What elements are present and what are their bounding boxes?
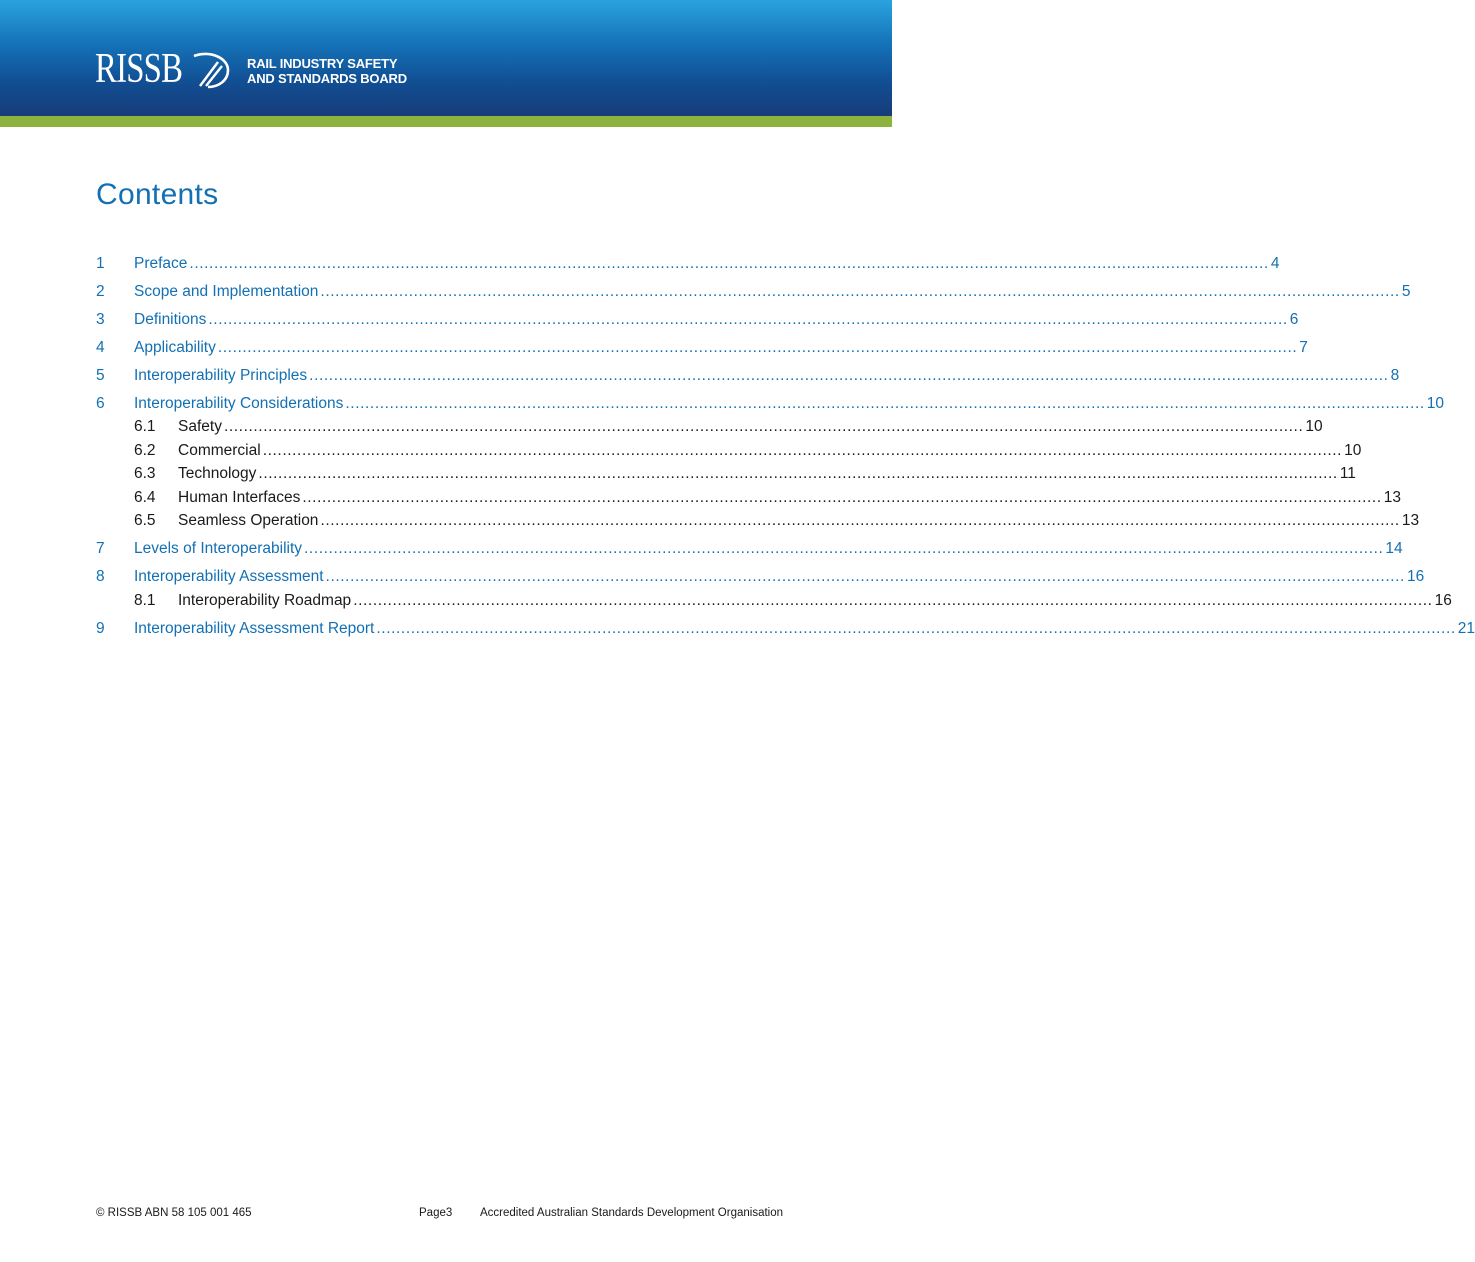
toc-entry-number: 4 bbox=[96, 339, 105, 356]
toc-entry[interactable] bbox=[96, 539, 1403, 559]
toc-entry[interactable] bbox=[96, 441, 1362, 461]
toc-entry[interactable] bbox=[96, 310, 1299, 330]
toc-entry-page: 14 bbox=[1385, 540, 1403, 557]
toc-entry-page: 10 bbox=[1344, 442, 1362, 459]
toc-entry[interactable] bbox=[96, 464, 1356, 484]
toc-entry-page: 16 bbox=[1434, 592, 1452, 609]
toc-entry-title[interactable]: Scope and Implementation bbox=[134, 283, 319, 300]
page-title: Contents bbox=[96, 178, 219, 211]
toc-dot-leader: ............................................................................................................................................................................................................................ bbox=[320, 512, 1400, 529]
rissb-logo: RISSB bbox=[95, 46, 183, 92]
org-name-line1: RAIL INDUSTRY SAFETY bbox=[247, 56, 398, 71]
toc-entry-number: 6 bbox=[96, 395, 105, 412]
header-green-band bbox=[0, 116, 892, 127]
toc-entry-page: 21 bbox=[1457, 620, 1475, 637]
toc-entry-number: 6.5 bbox=[134, 512, 156, 529]
toc-entry-page: 5 bbox=[1401, 283, 1411, 300]
toc-entry-title[interactable]: Preface bbox=[134, 255, 188, 272]
toc-entry-page: 16 bbox=[1406, 568, 1425, 585]
toc-entry-page: 8 bbox=[1390, 367, 1400, 384]
toc-dot-leader: ............................................................................................................................................................................................................................ bbox=[262, 442, 1343, 459]
toc-entry[interactable] bbox=[96, 394, 1445, 414]
footer-copyright: © RISSB ABN 58 105 001 465 bbox=[96, 1207, 252, 1219]
toc-entry-page: 6 bbox=[1289, 311, 1299, 328]
toc-entry[interactable] bbox=[96, 417, 1323, 437]
toc-entry-title[interactable]: Levels of Interoperability bbox=[134, 540, 303, 557]
toc-entry-number: 6.1 bbox=[134, 418, 156, 435]
toc-entry-page: 13 bbox=[1401, 512, 1420, 529]
toc-entry[interactable] bbox=[96, 282, 1411, 302]
toc-dot-leader: ............................................................................................................................................................................................................................ bbox=[320, 283, 1400, 300]
toc-entry-title[interactable]: Applicability bbox=[134, 339, 216, 356]
toc-entry[interactable] bbox=[96, 567, 1425, 587]
toc-dot-leader: ............................................................................................................................................................................................................................ bbox=[304, 540, 1384, 557]
toc-entry-page: 10 bbox=[1305, 418, 1323, 435]
toc-entry[interactable] bbox=[96, 366, 1400, 386]
toc-entry[interactable] bbox=[96, 338, 1308, 358]
toc-entry-number: 9 bbox=[96, 620, 105, 637]
toc-entry-title[interactable]: Human Interfaces bbox=[178, 489, 301, 506]
toc-entry[interactable] bbox=[96, 591, 1452, 611]
toc-entry-title[interactable]: Interoperability Assessment Report bbox=[134, 620, 375, 637]
toc-dot-leader: ............................................................................................................................................................................................................................ bbox=[309, 367, 1389, 384]
toc-entry-page: 10 bbox=[1426, 395, 1445, 412]
toc-dot-leader: ............................................................................................................................................................................................................................ bbox=[302, 489, 1382, 506]
toc-entry-number: 2 bbox=[96, 283, 105, 300]
toc-entry-number: 6.3 bbox=[134, 465, 156, 482]
toc-entry-page: 13 bbox=[1383, 489, 1401, 506]
toc-entry-page: 7 bbox=[1299, 339, 1308, 356]
toc-entry-title[interactable]: Seamless Operation bbox=[178, 512, 319, 529]
toc-entry-title[interactable]: Interoperability Roadmap bbox=[178, 592, 352, 609]
toc-entry-number: 1 bbox=[96, 255, 105, 272]
toc-dot-leader: ............................................................................................................................................................................................................................ bbox=[189, 255, 1269, 272]
toc-entry[interactable] bbox=[96, 511, 1420, 531]
footer-accreditation: Accredited Australian Standards Development Organisation bbox=[480, 1207, 784, 1219]
toc-entry-title[interactable]: Interoperability Considerations bbox=[134, 395, 344, 412]
toc-dot-leader: ............................................................................................................................................................................................................................ bbox=[353, 592, 1433, 609]
toc-entry-title[interactable]: Interoperability Assessment bbox=[134, 568, 324, 585]
toc-entry-title[interactable]: Interoperability Principles bbox=[134, 367, 308, 384]
toc-dot-leader: ............................................................................................................................................................................................................................ bbox=[217, 339, 1298, 356]
toc-entry-number: 6.2 bbox=[134, 442, 156, 459]
toc-dot-leader: ............................................................................................................................................................................................................................ bbox=[325, 568, 1405, 585]
toc-entry[interactable] bbox=[96, 619, 1475, 639]
org-name bbox=[247, 56, 407, 86]
toc-entry-title[interactable]: Commercial bbox=[178, 442, 261, 459]
toc-entry-number: 8.1 bbox=[134, 592, 156, 609]
org-name-line2: AND STANDARDS BOARD bbox=[247, 71, 407, 86]
toc-entry-page: 4 bbox=[1270, 255, 1280, 272]
toc-entry-number: 7 bbox=[96, 540, 105, 557]
toc-dot-leader: ............................................................................................................................................................................................................................ bbox=[208, 311, 1288, 328]
toc-entry-number: 3 bbox=[96, 311, 105, 328]
toc-dot-leader: ............................................................................................................................................................................................................................ bbox=[345, 395, 1425, 412]
toc-dot-leader: ............................................................................................................................................................................................................................ bbox=[258, 465, 1338, 482]
toc-entry-number: 6.4 bbox=[134, 489, 156, 506]
toc-entry-title[interactable]: Definitions bbox=[134, 311, 207, 328]
toc-entry-page: 11 bbox=[1339, 465, 1356, 482]
footer-page-number: Page3 bbox=[419, 1207, 453, 1219]
toc-entry-number: 8 bbox=[96, 568, 105, 585]
toc-entry-number: 5 bbox=[96, 367, 105, 384]
rissb-emblem-icon bbox=[188, 50, 232, 90]
toc-entry-title[interactable]: Safety bbox=[178, 418, 222, 435]
toc-dot-leader: ............................................................................................................................................................................................................................ bbox=[223, 418, 1304, 435]
toc-entry[interactable] bbox=[96, 488, 1401, 508]
toc-entry[interactable] bbox=[96, 254, 1280, 274]
toc-entry-title[interactable]: Technology bbox=[178, 465, 257, 482]
toc-dot-leader: ............................................................................................................................................................................................................................ bbox=[376, 620, 1456, 637]
